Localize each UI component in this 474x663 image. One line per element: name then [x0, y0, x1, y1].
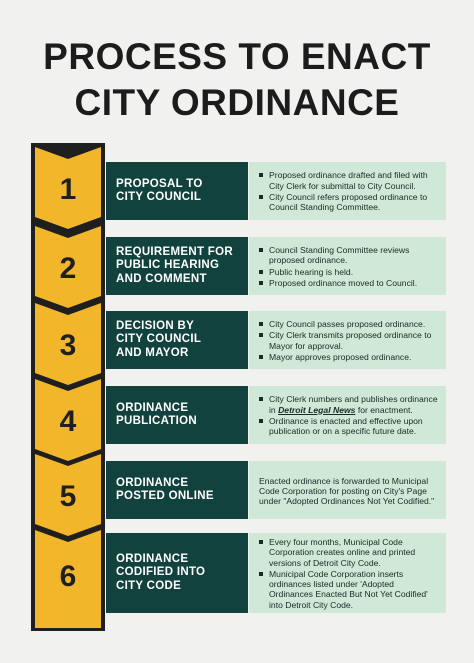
step-1-label-line: CITY COUNCIL	[116, 191, 202, 203]
title-line-2: CITY ORDINANCE	[74, 82, 400, 123]
step-4-description	[249, 386, 446, 444]
step-1-description	[249, 162, 446, 220]
step-5-text: Enacted ordinance is forwarded to Municipal Code Corporation for posting on City's Page under "Adopted Ordinances Not Yet Codified."	[259, 475, 435, 507]
step-2-chevron	[35, 226, 101, 308]
step-5-label-line: POSTED ONLINE	[116, 490, 214, 502]
publication-name: Detroit Legal News	[278, 404, 356, 415]
step-2-description	[249, 237, 446, 295]
bullet-text: City Clerk numbers and publishes ordinance in	[269, 394, 438, 415]
step-4-label-line: ORDINANCE	[116, 401, 189, 414]
step-4-label-line: PUBLICATION	[116, 415, 198, 427]
step-3-label	[106, 311, 248, 369]
list-item: Council Standing Committee reviews proposed ordinance.	[259, 245, 438, 266]
step-6-label	[106, 533, 248, 613]
list-item: City Clerk transmits proposed ordinance to Mayor for approval.	[259, 330, 438, 351]
step-1-chevron	[35, 147, 101, 229]
step-3-chevron	[35, 303, 101, 385]
list-item: Municipal Code Corporation inserts ordinances listed under 'Adopted Ordinances Enacted But Not Yet Codified' into Detroit City Code.	[259, 569, 438, 610]
step-4-number: 4	[59, 405, 77, 438]
step-4-label	[106, 386, 248, 444]
page-title	[0, 34, 474, 126]
step-5-description	[249, 461, 446, 519]
step-6-label-line: ORDINANCE	[116, 552, 189, 565]
step-3-label-line: CITY COUNCIL	[116, 333, 202, 346]
step-5-label	[106, 461, 248, 519]
step-6-label-line: CODIFIED INTO	[116, 566, 206, 579]
title-line-1: PROCESS TO ENACT	[43, 36, 431, 77]
step-6-number: 6	[59, 560, 77, 593]
list-item	[259, 394, 438, 415]
step-2-label-line: AND COMMENT	[116, 272, 207, 285]
list-item: Every four months, Municipal Code Corporation creates online and printed versions of Detroit City Code.	[259, 537, 438, 568]
list-item: Mayor approves proposed ordinance.	[259, 352, 438, 362]
list-item: Public hearing is held.	[259, 267, 438, 277]
step-6-chevron	[35, 530, 101, 628]
step-2-number: 2	[59, 252, 77, 285]
step-5-number: 5	[59, 480, 77, 513]
list-item: City Council passes proposed ordinance.	[259, 319, 438, 329]
step-6-description	[249, 533, 446, 613]
step-5-label-line: ORDINANCE	[116, 476, 189, 489]
step-2-label	[106, 237, 248, 295]
list-item: City Council refers proposed ordinance to Council Standing Committee.	[259, 192, 438, 213]
step-3-number: 3	[59, 329, 77, 362]
step-2-label-line: REQUIREMENT FOR	[116, 245, 233, 258]
step-5-chevron	[35, 454, 101, 536]
step-2-label-line: PUBLIC HEARING	[116, 259, 220, 272]
list-item: Proposed ordinance moved to Council.	[259, 278, 438, 288]
step-3-description	[249, 311, 446, 369]
step-3-label-line: AND MAYOR	[116, 346, 189, 359]
step-4-chevron	[35, 379, 101, 461]
step-6-label-line: CITY CODE	[116, 579, 182, 592]
step-1-number: 1	[59, 173, 77, 206]
list-item: Proposed ordinance drafted and filed with City Clerk for submittal to City Council.	[259, 170, 438, 191]
list-item: Ordinance is enacted and effective upon publication or on a specific future date.	[259, 416, 438, 437]
step-1-label-line: PROPOSAL TO	[116, 177, 203, 190]
bullet-text: for enactment.	[355, 404, 413, 415]
step-1-label	[106, 162, 248, 220]
step-3-label-line: DECISION BY	[116, 319, 195, 332]
